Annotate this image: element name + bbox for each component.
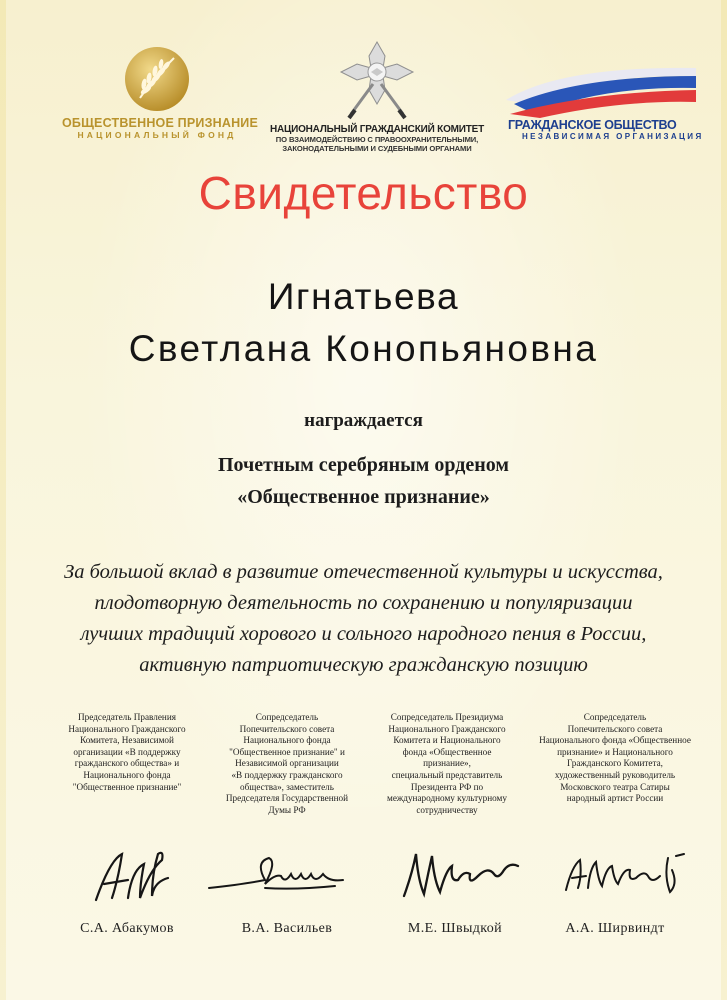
title-line: признание» и Национального — [557, 746, 673, 757]
awarded-text: награждается — [304, 410, 423, 431]
signatory-title-1 — [52, 712, 202, 793]
title-line: Попечительского совета — [239, 723, 335, 734]
title-line: народный артист России — [566, 793, 664, 804]
title-line: Сопредседатель — [583, 712, 647, 722]
signature-vasiliev — [205, 840, 355, 912]
title-line: Думы РФ — [268, 804, 306, 815]
reason-line: лучших традиций хорового и сольного народного пения в России, — [80, 623, 647, 645]
signatory-name-4: А.А. Ширвиндт — [565, 921, 665, 936]
center-logo-line3: ЗАКОНОДАТЕЛЬНЫМИ И СУДЕБНЫМИ ОРГАНАМИ — [282, 144, 472, 153]
title-line: организации «В поддержку — [73, 746, 181, 757]
title-line: художественный руководитель — [554, 769, 676, 780]
title-line: "Общественное признание" и — [229, 746, 345, 757]
title-line: признание», — [423, 758, 471, 769]
civil-society-logo — [500, 64, 704, 164]
title-line: Председателя Государственной — [225, 793, 349, 804]
certificate-title: Свидетельство — [198, 167, 529, 219]
title-line: Гражданского Комитета, — [567, 758, 663, 769]
title-line: Независимой организации — [235, 758, 339, 769]
signatory-name-3: М.Е. Швыдкой — [407, 921, 503, 936]
left-logo-subtitle: НАЦИОНАЛЬНЫЙ ФОНД — [77, 130, 237, 140]
signature-shirvindt — [560, 840, 690, 912]
title-line: международному культурному — [387, 793, 507, 804]
signatory-title-4 — [530, 712, 700, 805]
right-logo-title: ГРАЖДАНСКОЕ ОБЩЕСТВО — [508, 118, 677, 132]
signatory-title-3 — [372, 712, 522, 816]
title-line: "Общественное признание" — [72, 781, 182, 792]
title-line: специальный представитель — [391, 769, 503, 780]
award-reason — [40, 557, 687, 681]
title-line: фонда «Общественное — [402, 746, 492, 757]
title-line: Комитета и Национального — [393, 735, 501, 746]
title-line: Председатель Правления — [78, 712, 176, 722]
recipient-given-names: Светлана Конопьяновна — [128, 328, 599, 369]
recipient-surname: Игнатьева — [267, 276, 460, 317]
title-line: Московского театра Сатиры — [560, 781, 670, 792]
public-recognition-fund-logo — [62, 44, 259, 164]
title-line: Попечительского совета — [567, 723, 663, 734]
title-line: «В поддержку гражданского — [231, 769, 343, 780]
signature-shvydkoy — [398, 840, 528, 912]
title-line: Президента РФ по — [410, 781, 484, 792]
left-logo-title: ОБЩЕСТВЕННОЕ ПРИЗНАНИЕ — [62, 116, 259, 130]
title-line: Сопредседатель Президиума — [390, 712, 504, 722]
national-civic-committee-logo — [262, 38, 492, 168]
flag-swoosh-icon — [500, 64, 700, 118]
title-line: Сопредседатель — [255, 712, 319, 722]
reason-line: активную патриотическую гражданскую позицию — [139, 654, 588, 676]
signatory-name-2: В.А. Васильев — [241, 921, 333, 936]
title-line: общества», заместитель — [240, 781, 334, 792]
title-line: Комитета, Независимой — [80, 735, 174, 746]
right-logo-subtitle: НЕЗАВИСИМАЯ ОРГАНИЗАЦИЯ — [522, 132, 704, 141]
laurel-emblem-icon — [122, 44, 192, 114]
center-logo-title: НАЦИОНАЛЬНЫЙ ГРАЖДАНСКИЙ КОМИТЕТ — [269, 124, 485, 135]
signatory-name-1: С.А. Абакумов — [80, 921, 174, 936]
title-line: гражданского общества» и — [74, 758, 180, 769]
signature-abakumov — [88, 840, 198, 912]
title-line: Национального Гражданского — [388, 723, 506, 734]
title-line: Национального фонда — [83, 769, 171, 780]
signatory-title-2 — [212, 712, 362, 816]
title-line: Национального Гражданского — [68, 723, 186, 734]
center-logo-line2: ПО ВЗАИМОДЕЙСТВИЮ С ПРАВООХРАНИТЕЛЬНЫМИ, — [275, 135, 479, 144]
title-line: Национального фонда «Общественное — [539, 735, 691, 746]
reason-line: плодотворную деятельность по сохранению и популяризации — [94, 592, 633, 614]
title-line: сотрудничеству — [416, 804, 478, 815]
order-name-line1: Почетным серебряным орденом — [217, 454, 510, 476]
order-name-line2: «Общественное признание» — [237, 486, 490, 508]
reason-line: За большой вклад в развитие отечественной культуры и искусства, — [64, 561, 663, 583]
cross-swords-emblem-icon — [337, 38, 417, 122]
title-line: Национального фонда — [243, 735, 331, 746]
